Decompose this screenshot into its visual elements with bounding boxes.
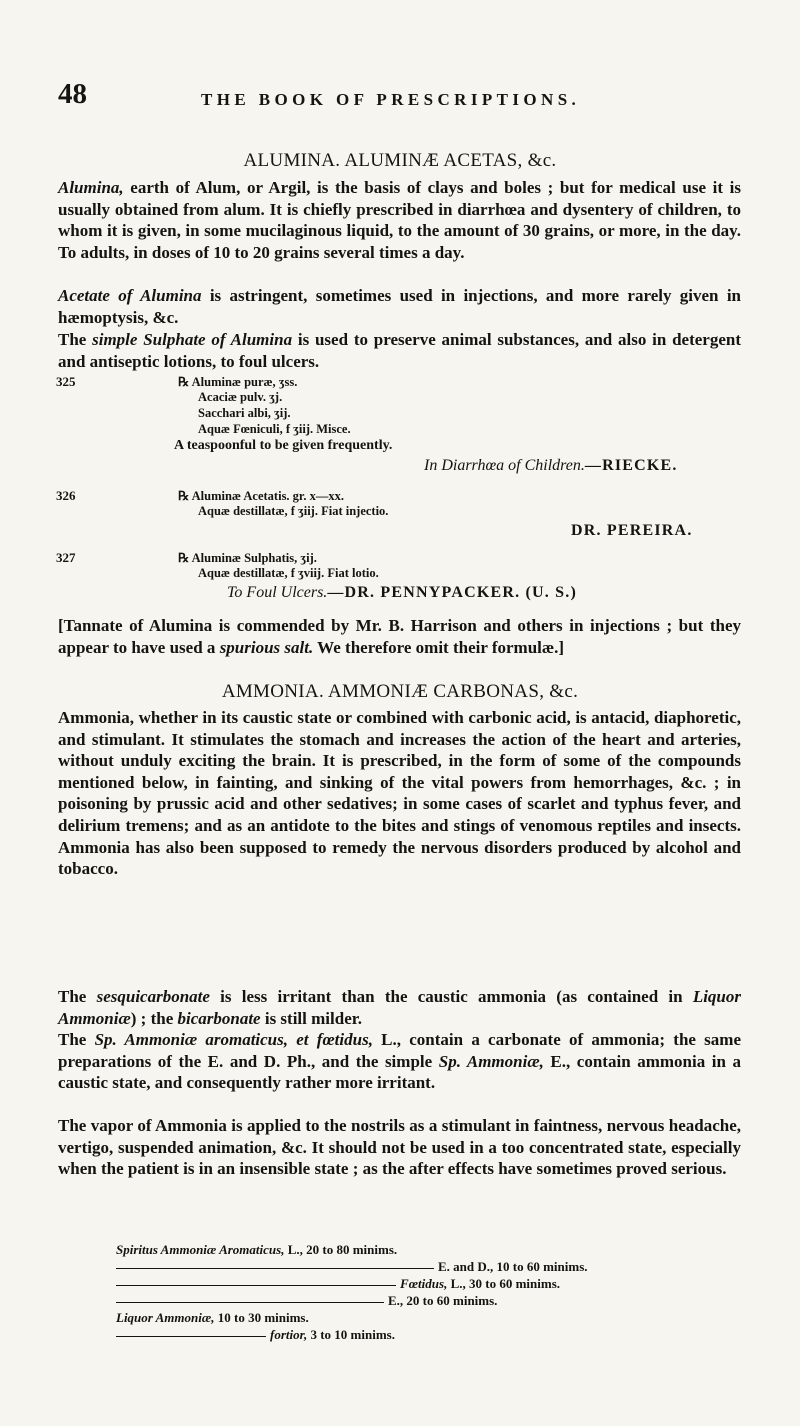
text-sulphate-pre: The [58, 330, 93, 349]
dose-line [116, 1327, 395, 1343]
dose-amount: L., 20 to 80 minims. [284, 1242, 398, 1257]
page-number: 48 [58, 78, 87, 110]
tannate-note [58, 615, 741, 658]
term-liquor-ammoniae: Liquor Ammoniæ [58, 987, 741, 1028]
tannate-note-pre: [Tannate of Alumina is commended by Mr. B. Harrison and others in injections ; but they appear to have used a [58, 616, 741, 657]
text-p2-pre: The [58, 987, 97, 1006]
ditto-rule [116, 1285, 396, 1286]
dose-line [116, 1310, 309, 1326]
tannate-note-post: We therefore omit their formulæ.] [313, 637, 565, 657]
text-p3-post: E., contain ammonia in a caustic state, and consequently rather more irritant. [58, 1051, 741, 1093]
author-name: —DR. PENNYPACKER. (U. S.) [327, 584, 578, 601]
text-p2-post: is still milder. [260, 1008, 362, 1028]
term-spurious-salt: spurious salt. [219, 637, 314, 657]
term-sp-ammoniae: Sp. Ammoniæ, [438, 1051, 544, 1071]
term-sp-ammoniae-aromaticus: Sp. Ammoniæ aromaticus, et fœtidus, [94, 1030, 373, 1049]
ingredient-line: Aquæ destillatæ, f ʒviij. Fiat lotio. [198, 566, 379, 580]
text-p2-mid2: ) ; the [130, 1008, 178, 1028]
dose-name: Liquor Ammoniæ, [116, 1310, 215, 1325]
page-header [58, 78, 758, 112]
term-sulphate-alumina: simple Sulphate of Alumina [92, 330, 293, 349]
text-p2-mid1: is less irritant than the caustic ammonia (as contained in [209, 987, 693, 1006]
ditto-rule [116, 1336, 266, 1337]
text-acetate-alumina: is astringent, sometimes used in injections, and more rarely given in hæmoptysis, &c. [58, 286, 742, 327]
paragraph-spiritus [58, 1029, 741, 1094]
ditto-rule [116, 1268, 434, 1269]
use-text: To Foul Ulcers. [227, 584, 328, 601]
ingredient-line: Acaciæ pulv. ʒj. [198, 390, 283, 404]
prescription-number: 325 [56, 374, 76, 389]
prescription-use [424, 457, 678, 475]
dose-line [116, 1293, 497, 1309]
section-heading-alumina: ALUMINA. ALUMINÆ ACETAS, &c. [243, 150, 557, 171]
dose-line [116, 1276, 560, 1292]
prescription-use [227, 584, 577, 602]
dose-amount: L., 30 to 60 minims. [447, 1276, 560, 1291]
running-title: THE BOOK OF PRESCRIPTIONS. [201, 90, 581, 109]
text-p3-pre: The [58, 1030, 95, 1049]
paragraph-ammonia-intro: Ammonia, whether in its caustic state or combined with carbonic acid, is antacid, diaphoretic, and stimulant. It stimulates the stomach and increases the action of the heart and arteries, without unduly exciting the brain. It is prescribed, in the form of some of the compounds mentioned below, in fainting, and sinking of the vital powers from hemorrhages, &c. ; in poisoning by prussic acid and other sedatives; in some cases of scarlet and typhus fever, and delirium tremens; and as an antidote to the bites and stings of venomous reptiles and insects. Ammonia has also been supposed to remedy the nervous disorders produced by alcohol and tobacco. [58, 708, 741, 879]
dose-line [116, 1242, 397, 1258]
ditto-rule [116, 1302, 384, 1303]
section-heading-ammonia: AMMONIA. AMMONIÆ CARBONAS, &c. [221, 681, 579, 702]
paragraph-sesquicarbonate [58, 986, 741, 1029]
ingredient-line: ℞ Aluminæ Sulphatis, ʒij. [178, 551, 317, 565]
text-alumina-intro: earth of Alum, or Argil, is the basis of clays and boles ; but for medical use it is usually obtained from alum. It is chiefly prescribed in diarrhœa and dysentery of children, to whom it is given, in some mucilaginous liquid, to the amount of 30 grains, or more, in the day. To adults, in doses of 10 to 20 grains several times a day. [58, 178, 741, 262]
dose-amount: 10 to 30 minims. [214, 1310, 309, 1325]
dose-name: Fœtidus, [400, 1276, 448, 1291]
ingredient-line: ℞ Aluminæ puræ, ʒss. [178, 375, 298, 389]
dose-line [116, 1259, 588, 1275]
direction-line: A teaspoonful to be given frequently. [174, 438, 393, 453]
term-bicarbonate: bicarbonate [177, 1008, 261, 1028]
paragraph-acetate-alumina [58, 285, 741, 328]
prescription-number: 326 [56, 488, 76, 503]
paragraph-alumina-intro [58, 177, 741, 263]
term-acetate-alumina: Acetate of Alumina [58, 286, 202, 305]
text-sulphate-alumina: is used to preserve animal substances, and also in detergent and antiseptic lotions, to foul ulcers. [58, 330, 742, 371]
author-name: —RIECKE. [584, 457, 678, 474]
dose-name: fortior, [270, 1327, 308, 1342]
dose-amount: 3 to 10 minims. [307, 1327, 395, 1342]
prescription-number: 327 [56, 550, 76, 565]
ingredient-line: Aquæ destillatæ, f ʒiij. Fiat injectio. [198, 504, 389, 518]
ingredient-line: Aquæ Fœniculi, f ʒiij. Misce. [198, 422, 351, 436]
text-p3-mid: L., contain a carbonate of ammonia; the same preparations of the E. and D. Ph., and the simple [58, 1030, 741, 1071]
ingredient-line: ℞ Aluminæ Acetatis. gr. x—xx. [178, 489, 344, 503]
author-name: DR. PEREIRA. [571, 522, 693, 539]
use-text: In Diarrhœa of Children. [424, 457, 585, 474]
term-sesquicarbonate: sesquicarbonate [96, 987, 210, 1006]
term-alumina: Alumina, [58, 178, 124, 197]
dose-amount: E. and D., 10 to 60 minims. [438, 1259, 588, 1274]
paragraph-vapor: The vapor of Ammonia is applied to the nostrils as a stimulant in faintness, nervous headache, vertigo, suspended animation, &c. It should not be used in a too concentrated state, especially when the patient is in an insensible state ; as the after effects have sometimes proved serious. [58, 1116, 741, 1179]
dose-name: Spiritus Ammoniæ Aromaticus, [116, 1242, 285, 1257]
dose-amount: E., 20 to 60 minims. [388, 1293, 498, 1308]
ingredient-line: Sacchari albi, ʒij. [198, 406, 291, 420]
paragraph-sulphate-alumina [58, 329, 741, 372]
